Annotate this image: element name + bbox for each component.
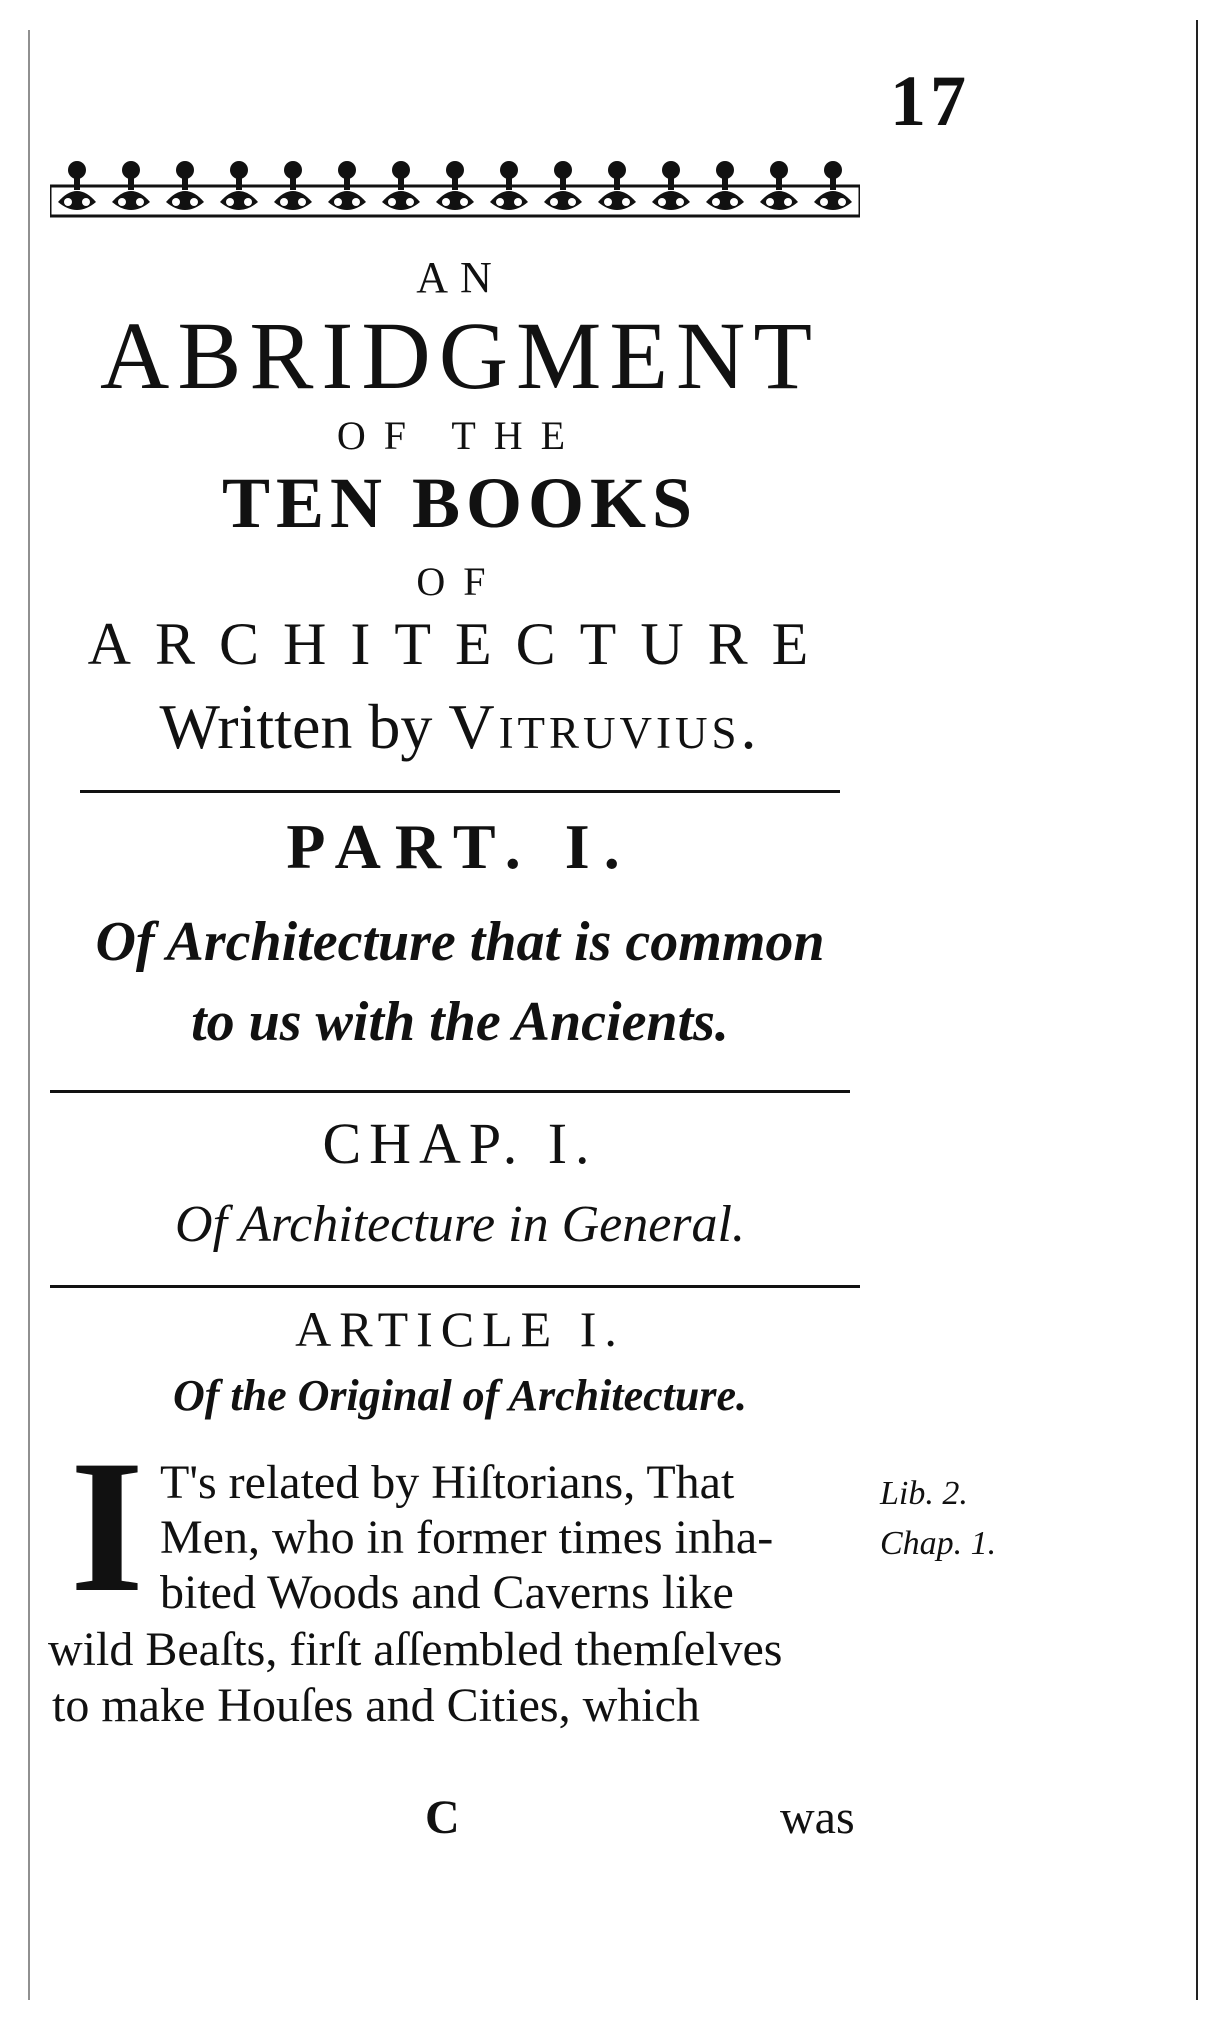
divider-rule (50, 1090, 850, 1093)
title-of: OF (416, 559, 504, 604)
drop-cap-letter (62, 1440, 152, 1600)
title-architecture: ARCHITECTURE (87, 611, 833, 677)
body-line-3: bited Woods and Caverns like (160, 1566, 734, 1619)
title-ten-books: TEN BOOKS (221, 463, 699, 543)
right-page-edge (1196, 20, 1198, 2000)
title-written-by (40, 690, 880, 764)
title-abridgment: ABRIDGMENT (100, 302, 820, 409)
title-an: AN (416, 253, 504, 302)
drop-cap-glyph: I (70, 1440, 144, 1600)
body-line-4: wild Beaſts, firſt aſſembled themſelves (48, 1623, 783, 1676)
catchword: was (780, 1791, 855, 1844)
margin-note-book: Lib. 2. (880, 1475, 968, 1512)
article-heading: ARTICLE I. (295, 1301, 625, 1357)
ornamental-headpiece (50, 150, 860, 222)
title-of-the: OF THE (336, 413, 584, 458)
part-heading: PART. I. (286, 811, 634, 882)
body-line-1: T's related by Hiſtorians, That (160, 1456, 735, 1509)
signature-mark: C (425, 1791, 460, 1844)
chapter-subtitle: Of Architecture in General. (175, 1196, 745, 1253)
body-line-5: to make Houſes and Cities, which (52, 1679, 700, 1732)
divider-rule (50, 1285, 860, 1288)
written-by-text: Written by (159, 691, 449, 762)
chapter-heading: CHAP. I. (322, 1111, 598, 1176)
left-page-edge (28, 30, 30, 2000)
article-subtitle: Of the Original of Architecture. (172, 1371, 748, 1420)
page-number: 17 (890, 61, 970, 141)
part-subtitle-line-1: Of Architecture that is common (95, 911, 825, 973)
author-name: Vitruvius. (448, 691, 761, 762)
margin-note-chapter: Chap. 1. (880, 1525, 997, 1562)
divider-rule (80, 790, 840, 793)
part-subtitle-line-2: to us with the Ancients. (191, 991, 729, 1053)
body-line-2: Men, who in former times inha- (160, 1511, 774, 1564)
